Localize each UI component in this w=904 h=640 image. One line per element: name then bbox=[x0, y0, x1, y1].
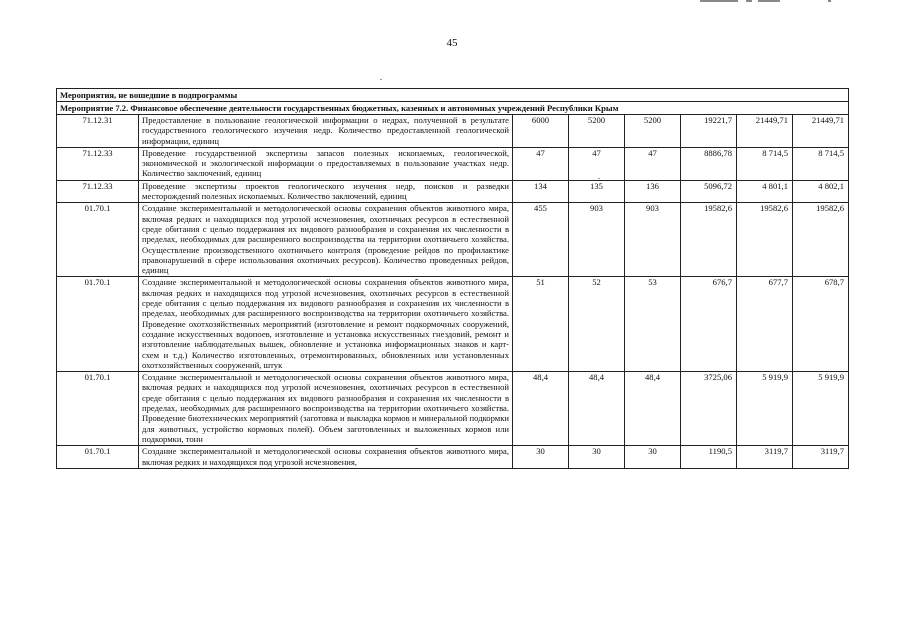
table-row bbox=[57, 115, 849, 148]
value-cell-v5: 8 714,5 bbox=[737, 147, 793, 180]
value-cell-v5: 21449,71 bbox=[737, 115, 793, 148]
value-cell-v2: 47 bbox=[569, 147, 625, 180]
value-cell-v5: 19582,6 bbox=[737, 203, 793, 277]
value-cell-v1: 6000 bbox=[513, 115, 569, 148]
page-number: 45 bbox=[446, 37, 458, 49]
value-cell-v1: 51 bbox=[513, 277, 569, 372]
scan-speck bbox=[380, 79, 382, 80]
value-cell-v4: 3725,06 bbox=[681, 372, 737, 446]
value-cell-v4: 8886,78 bbox=[681, 147, 737, 180]
table-row bbox=[57, 203, 849, 277]
value-cell-v4: 1190,5 bbox=[681, 446, 737, 469]
description-cell: Создание экспериментальной и методологической основы сохранения объектов животного мира, включая редких и находящихся под угрозой исчезновения, охотничьих ресурсов в естественной среде обитания с целью поддержания их видового разнообразия и сохранения их численности в пределах, необходимых для расширенного воспроизводства на территории охотничьего хозяйства. Проведение охотхозяйственных мероприятий (изготовление и ремонт подкормочных сооружений, создание искусственных водопоев, изготовление и установка искусственных гнездовий, ремонт и изготовление наблюдательных вышек, обновление и установка информационных знаков и карт-схем и т.д.) Количество изготовленных, отремонтированных, обновленных или установленных охотхозяйственных сооружений, штук bbox=[139, 277, 513, 372]
value-cell-v1: 30 bbox=[513, 446, 569, 469]
okved-code-cell: 01.70.1 bbox=[57, 446, 139, 469]
description-cell: Проведение экспертизы проектов геологического изучения недр, поисков и разведки месторождений полезных ископаемых. Количество заключений, единиц bbox=[139, 180, 513, 203]
description-cell: Создание экспериментальной и методологической основы сохранения объектов животного мира, включая редких и находящихся под угрозой исчезновения, охотничьих ресурсов в естественной среде обитания с целью поддержания их видового разнообразия и сохранения их численности в пределах, необходимых для расширенного воспроизводства на территории охотничьего хозяйства. Проведение биотехнических мероприятий (заготовка и выкладка кормов и минеральной подкормки для животных, устройство кормовых полей). Объем заготовленных и выложенных кормов или подкормки, тонн bbox=[139, 372, 513, 446]
value-cell-v2: 5200 bbox=[569, 115, 625, 148]
value-cell-v4: 676,7 bbox=[681, 277, 737, 372]
value-cell-v3: 48,4 bbox=[625, 372, 681, 446]
value-cell-v4: 5096,72 bbox=[681, 180, 737, 203]
value-cell-v6: 4 802,1 bbox=[793, 180, 849, 203]
okved-code-cell: 71.12.33 bbox=[57, 180, 139, 203]
value-cell-v1: 455 bbox=[513, 203, 569, 277]
value-cell-v1: 47 bbox=[513, 147, 569, 180]
value-cell-v4: 19221,7 bbox=[681, 115, 737, 148]
value-cell-v6: 19582,6 bbox=[793, 203, 849, 277]
value-cell-v5: 3119,7 bbox=[737, 446, 793, 469]
value-cell-v3: 30 bbox=[625, 446, 681, 469]
section-row bbox=[57, 102, 849, 115]
okved-code-cell: 71.12.31 bbox=[57, 115, 139, 148]
value-cell-v1: 48,4 bbox=[513, 372, 569, 446]
okved-code-cell: 71.12.33 bbox=[57, 147, 139, 180]
description-cell: Предоставление в пользование геологической информации о недрах, полученной в результате государственного геологического изучения недр. Количество предоставленной геологической информации, единиц bbox=[139, 115, 513, 148]
description-cell: Создание экспериментальной и методологической основы сохранения объектов животного мира, включая редких и находящихся под угрозой исчезновения, bbox=[139, 446, 513, 469]
value-cell-v2: 903 bbox=[569, 203, 625, 277]
value-cell-v4: 19582,6 bbox=[681, 203, 737, 277]
value-cell-v2: 52 bbox=[569, 277, 625, 372]
value-cell-v3: 903 bbox=[625, 203, 681, 277]
value-cell-v2: 48,4 bbox=[569, 372, 625, 446]
value-cell-v6: 678,7 bbox=[793, 277, 849, 372]
value-cell-v6: 5 919,9 bbox=[793, 372, 849, 446]
table-row bbox=[57, 372, 849, 446]
value-cell-v5: 4 801,1 bbox=[737, 180, 793, 203]
table-row bbox=[57, 446, 849, 469]
value-cell-v3: 5200 bbox=[625, 115, 681, 148]
value-cell-v5: 5 919,9 bbox=[737, 372, 793, 446]
table-row bbox=[57, 180, 849, 203]
section-title: Мероприятие 7.2. Финансовое обеспечение деятельности государственных бюджетных, казенных и автономных учреждений Республики Крым bbox=[57, 102, 849, 115]
value-cell-v2: 30 bbox=[569, 446, 625, 469]
value-cell-v1: 134 bbox=[513, 180, 569, 203]
value-cell-v2: 135 bbox=[569, 180, 625, 203]
value-cell-v3: 53 bbox=[625, 277, 681, 372]
description-cell: Проведение государственной экспертизы запасов полезных ископаемых, геологической, экономической и экологической информации о предоставляемых в пользование участках недр. Количество заключений, единиц bbox=[139, 147, 513, 180]
value-cell-v6: 3119,7 bbox=[793, 446, 849, 469]
value-cell-v3: 47 bbox=[625, 147, 681, 180]
okved-code-cell: 01.70.1 bbox=[57, 203, 139, 277]
table-row bbox=[57, 277, 849, 372]
table-row bbox=[57, 147, 849, 180]
value-cell-v3: 136 bbox=[625, 180, 681, 203]
okved-code-cell: 01.70.1 bbox=[57, 277, 139, 372]
section-title: Мероприятия, не вошедшие в подпрограммы bbox=[57, 89, 849, 102]
measures-table bbox=[56, 88, 849, 469]
description-cell: Создание экспериментальной и методологической основы сохранения объектов животного мира, включая редких и находящихся под угрозой исчезновения, охотничьих ресурсов в естественной среде обитания с целью поддержания их видового разнообразия и сохранения их численности в пределах, необходимых для расширенного воспроизводства на территории охотничьего хозяйства. Осуществление производственного охотничьего контроля (проведение рейдов по профилактике правонарушений в сфере использования охотничьих ресурсов). Количество проведенных рейдов, единиц bbox=[139, 203, 513, 277]
value-cell-v5: 677,7 bbox=[737, 277, 793, 372]
value-cell-v6: 21449,71 bbox=[793, 115, 849, 148]
scan-artifact bbox=[700, 0, 840, 2]
okved-code-cell: 01.70.1 bbox=[57, 372, 139, 446]
section-row bbox=[57, 89, 849, 102]
value-cell-v6: 8 714,5 bbox=[793, 147, 849, 180]
